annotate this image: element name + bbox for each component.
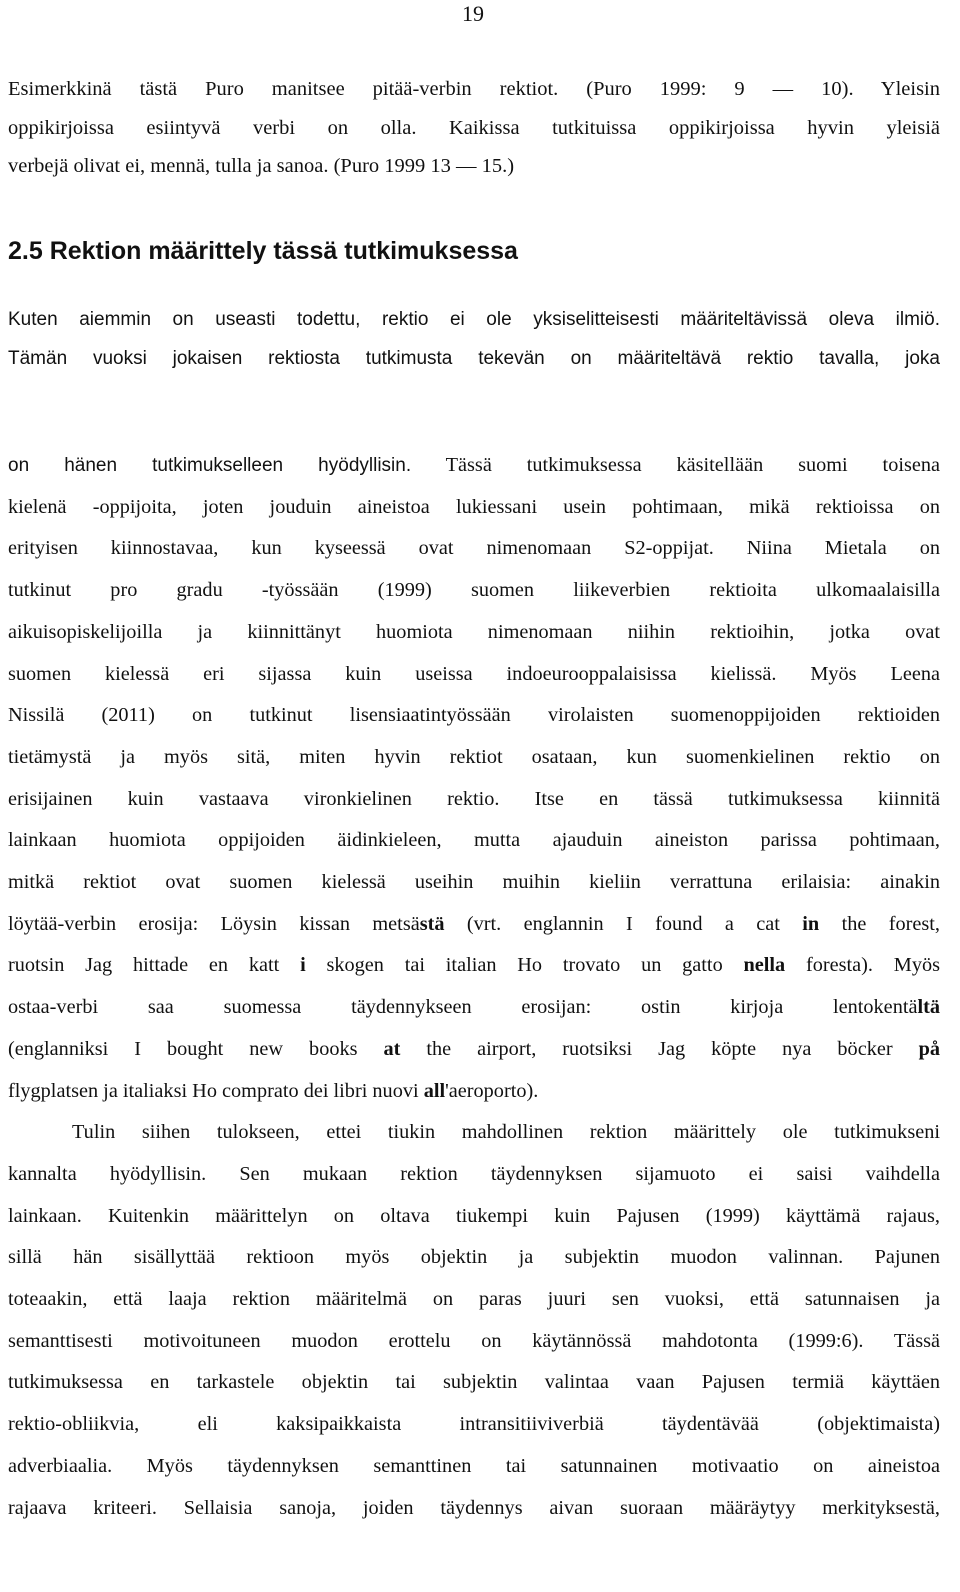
bold-fragment: nella [743, 954, 786, 977]
text-line: kannalta hyödyllisin. Sen mukaan rektion täydennyksen sijamuoto ei saisi vaihdella [8, 1162, 940, 1185]
text-line: Kuten aiemmin on useasti todettu, rektio ei ole yksiselitteisesti määriteltävissä oleva ilmiö. [8, 309, 940, 330]
text-fragment: on hänen tutkimukselleen hyödyllisin. [8, 455, 412, 476]
text-fragment: flygplatsen ja italiaksi Ho comprato dei libri nuovi [8, 1079, 424, 1102]
text-line: Nissilä (2011) on tutkinut lisensiaatintyössään virolaisten suomenoppijoiden rektioiden [8, 704, 940, 727]
text-line: suomen kielessä eri sijassa kuin useissa indoeurooppalaisissa kielissä. Myös Leena [8, 662, 940, 685]
text-line: adverbiaalia. Myös täydennyksen semanttinen tai satunnainen motivaatio on aineistoa [8, 1454, 940, 1477]
text-fragment: the airport, ruotsiksi Jag köpte nya böcker [400, 1037, 919, 1060]
text-fragment: löytää-verbin erosija: Löysin kissan metsä [8, 912, 420, 935]
text-line: aikuisopiskelijoilla ja kiinnittänyt huomiota nimenomaan niihin rektioihin, jotka ovat [8, 620, 940, 643]
example-line [8, 1071, 940, 1113]
text-line: Tulin siihen tulokseen, ettei tiukin mahdollinen rektion määrittely ole tutkimukseni [72, 1121, 940, 1144]
example-line [8, 1029, 940, 1071]
text-line: tutkimuksessa en tarkastele objektin tai subjektin valintaa vaan Pajusen termiä käyttäen [8, 1371, 940, 1394]
text-line: erityisen kiinnostavaa, kun kyseessä ovat nimenomaan S2-oppijat. Niina Mietala on [8, 537, 940, 560]
text-line: erisijainen kuin vastaava vironkielinen rektio. Itse en tässä tutkimuksessa kiinnitä [8, 787, 940, 810]
text-line: Tämän vuoksi jokaisen rektiosta tutkimusta tekevän on määriteltävä rektio tavalla, joka [8, 348, 940, 369]
text-line: semanttisesti motivoituneen muodon erottelu on käytännössä mahdotonta (1999:6). Tässä [8, 1329, 940, 1352]
text-fragment: Tässä tutkimuksessa käsitellään suomi toisena [411, 454, 941, 476]
text-fragment: the forest, [819, 912, 940, 935]
text-line: kielenä -oppijoita, joten jouduin aineistoa lukiessani usein pohtimaan, mikä rektioissa on [8, 495, 940, 518]
text-line: toteaakin, että laaja rektion määritelmä on paras juuri sen vuoksi, että satunnaisen ja [8, 1288, 940, 1311]
text-fragment: skogen tai italian Ho trovato un gatto [305, 954, 744, 977]
text-fragment: 'aeroporto). [445, 1079, 539, 1102]
body-paragraph [8, 445, 940, 1529]
example-line [8, 945, 940, 987]
bold-fragment: på [918, 1037, 940, 1060]
bold-fragment: at [383, 1037, 401, 1060]
example-line [8, 904, 940, 946]
text-line: rajaava kriteeri. Sellaisia sanoja, joiden täydennys aivan suoraan määräytyy merkityksestä, [8, 1496, 940, 1519]
text-fragment: (englanniksi I bought new books [8, 1037, 384, 1060]
text-line: Esimerkkinä tästä Puro manitsee pitää-verbin rektiot. (Puro 1999: 9 — 10). Yleisin [8, 78, 940, 100]
text-line: tutkinut pro gradu -työssään (1999) suomen liikeverbien rektioita ulkomaalaisilla [8, 579, 940, 602]
lead-paragraph [8, 300, 940, 378]
text-line: lainkaan huomiota oppijoiden äidinkieleen, mutta ajauduin aineiston parissa pohtimaan, [8, 829, 940, 852]
text-line: mitkä rektiot ovat suomen kielessä useihin muihin kieliin verrattuna erilaisia: ainakin [8, 871, 940, 894]
bold-fragment: stä [419, 912, 445, 935]
bold-fragment: ltä [917, 996, 940, 1019]
text-line: rektio-obliikvia, eli kaksipaikkaista intransitiiviverbiä täydentävää (objektimaista) [8, 1413, 940, 1436]
text-fragment: ruotsin Jag hittade en katt [8, 954, 301, 977]
section-heading: 2.5 Rektion määrittely tässä tutkimuksessa [8, 237, 518, 265]
text-line: verbejä olivat ei, mennä, tulla ja sanoa. (Puro 1999 13 — 15.) [8, 155, 515, 177]
text-line: sillä hän sisällyttää rektioon myös objektin ja subjektin muodon valinnan. Pajunen [8, 1246, 940, 1269]
example-line [8, 987, 940, 1029]
page-number: 19 [462, 1, 484, 26]
bold-fragment: i [300, 954, 306, 977]
text-line: tietämystä ja myös sitä, miten hyvin rektiot osataan, kun suomenkielinen rektio on [8, 745, 940, 768]
bold-fragment: all [423, 1079, 446, 1102]
text-line: lainkaan. Kuitenkin määrittelyn on oltava tiukempi kuin Pajusen (1999) käyttämä rajaus, [8, 1204, 940, 1227]
text-line [8, 445, 940, 487]
text-fragment: (vrt. englannin I found a cat [444, 912, 803, 935]
text-fragment: ostaa-verbi saa suomessa täydennykseen erosijan: ostin kirjoja lentokentä [8, 996, 918, 1019]
text-line: oppikirjoissa esiintyvä verbi on olla. Kaikissa tutkituissa oppikirjoissa hyvin yleisiä [8, 116, 940, 139]
text-fragment: foresta). Myös [785, 954, 940, 977]
bold-fragment: in [802, 912, 820, 935]
intro-paragraph [8, 70, 940, 186]
